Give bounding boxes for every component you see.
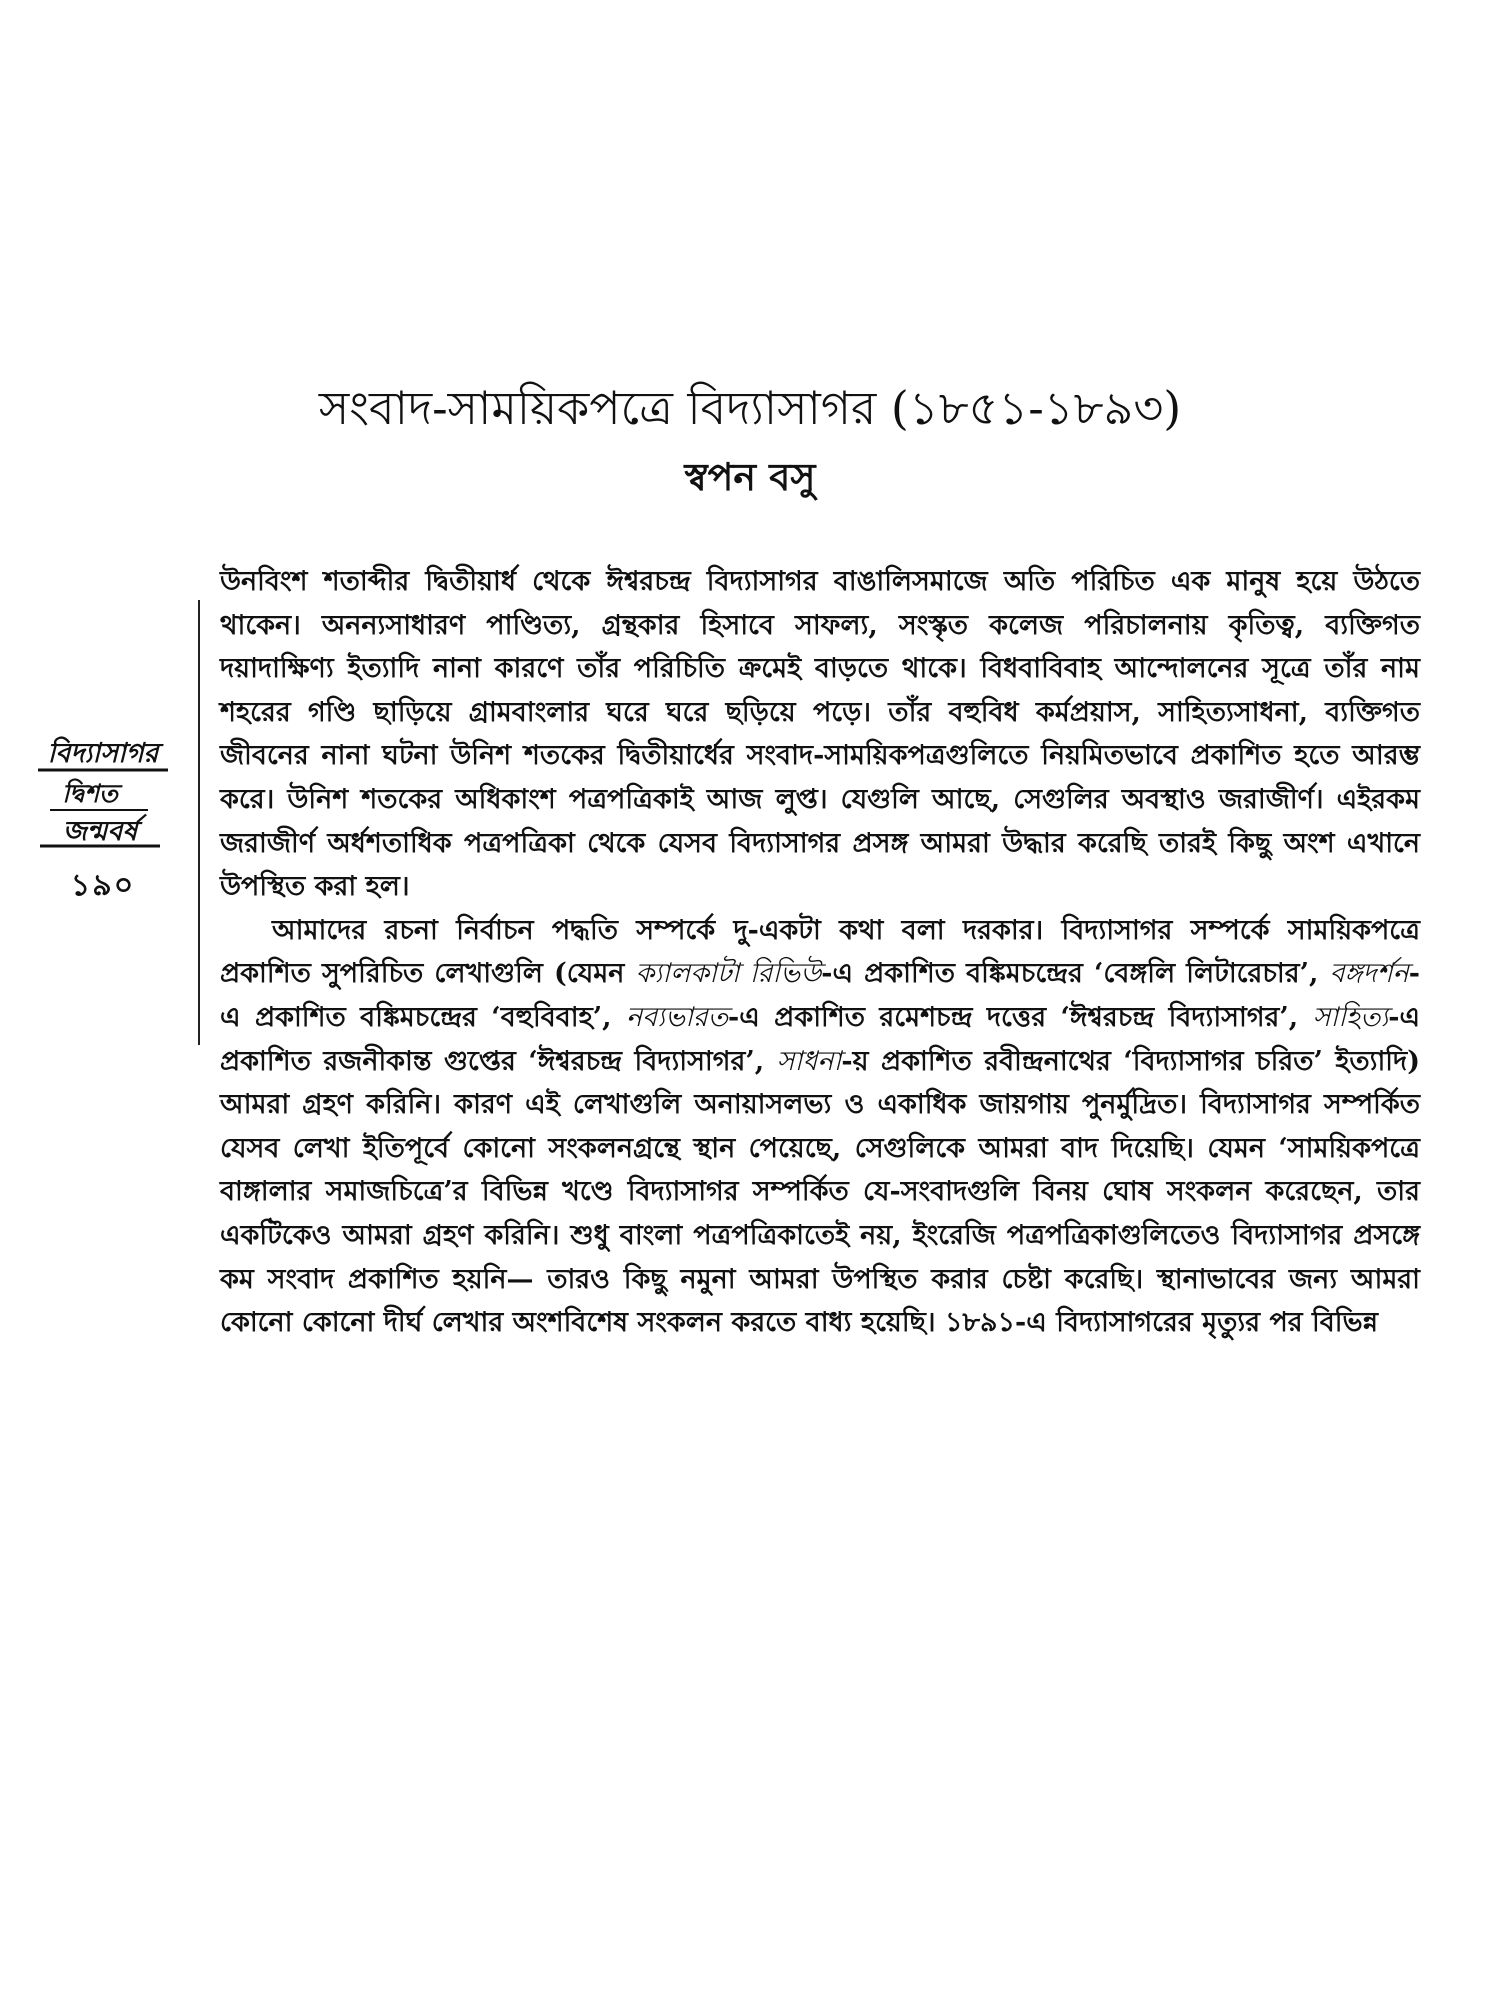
article-title: সংবাদ-সাময়িকপত্রে বিদ্যাসাগর (১৮৫১-১৮৯৩) (318, 381, 1182, 435)
text-segment: -এ প্রকাশিত বঙ্কিমচন্দ্রের ‘বেঙ্গলি লিটারেচার’, (821, 958, 1330, 990)
paragraph-2 (220, 909, 1420, 1345)
text-segment: -এ প্রকাশিত রজনীকান্ত গুপ্তের ‘ঈশ্বরচন্দ্র বিদ্যাসাগর’, (220, 1001, 1420, 1077)
bicentenary-logo (28, 728, 178, 853)
margin-note (28, 728, 178, 912)
logo-line-2: দ্বিশত (62, 779, 118, 808)
logo-line-1: বিদ্যাসাগর (47, 738, 159, 769)
paragraph-1 (220, 560, 1420, 909)
periodical-title: ক্যালকাটা রিভিউ (635, 958, 822, 990)
periodical-title: সাহিত্য (1312, 1001, 1389, 1033)
page-number: ১৯০ (70, 868, 136, 903)
logo-line-3: জন্মবর্ষ (62, 816, 138, 847)
text-segment: উনবিংশ শতাব্দীর দ্বিতীয়ার্ধ থেকে ঈশ্বরচন্দ্র বিদ্যাসাগর বাঙালিসমাজে অতি পরিচিত এক মানুষ হয়ে উঠতে থাকেন। অনন্যসাধারণ পাণ্ডিত্য, গ্রন্থকার হিসাবে সাফল্য, সংস্কৃত কলেজ পরিচালনায় কৃতিত্ব, ব্যক্তিগত দয়াদাক্ষিণ্য ইত্যাদি নানা কারণে তাঁর পরিচিতি ক্রমেই বাড়তে থাকে। বিধবাবিবাহ আন্দোলনের সূত্রে তাঁর নাম শহরের গণ্ডি ছাড়িয়ে গ্রামবাংলার ঘরে ঘরে ছড়িয়ে পড়ে। তাঁর বহুবিধ কর্মপ্রয়াস, সাহিত্যসাধনা, ব্যক্তিগত জীবনের নানা ঘটনা উনিশ শতকের দ্বিতীয়ার্ধের সংবাদ-সাময়িকপত্রগুলিতে নিয়মিতভাবে প্রকাশিত হতে আরম্ভ করে। উনিশ শতকের অধিকাংশ পত্রপত্রিকাই আজ লুপ্ত। যেগুলি আছে, সেগুলির অবস্থাও জরাজীর্ণ। এইরকম জরাজীর্ণ অর্ধশতাধিক পত্রপত্রিকা থেকে যেসব বিদ্যাসাগর প্রসঙ্গ আমরা উদ্ধার করেছি তারই কিছু অংশ এখানে উপস্থিত করা হল। (220, 566, 1420, 903)
text-segment: -য় প্রকাশিত রবীন্দ্রনাথের ‘বিদ্যাসাগর চরিত’ ইত্যাদি) আমরা গ্রহণ করিনি। কারণ এই লেখাগুলি অনায়াসলভ্য ও একাধিক জায়গায় পুনর্মুদ্রিত। বিদ্যাসাগর সম্পর্কিত যেসব লেখা ইতিপূর্বে কোনো সংকলনগ্রন্থে স্থান পেয়েছে, সেগুলিকে আমরা বাদ দিয়েছি। যেমন ‘সাময়িকপত্রে বাঙ্গালার সমাজচিত্রে’র বিভিন্ন খণ্ডে বিদ্যাসাগর সম্পর্কিত যে-সংবাদগুলি বিনয় ঘোষ সংকলন করেছেন, তার একটিকেও আমরা গ্রহণ করিনি। শুধু বাংলা পত্রপত্রিকাতেই নয়, ইংরেজি পত্রপত্রিকাগুলিতেও বিদ্যাসাগর প্রসঙ্গে কম সংবাদ প্রকাশিত হয়নি— তারও কিছু নমুনা আমরা উপস্থিত করার চেষ্টা করেছি। স্থানাভাবের জন্য আমরা কোনো কোনো দীর্ঘ লেখার অংশবিশেষ সংকলন করতে বাধ্য হয়েছি। ১৮৯১-এ বিদ্যাসাগরের মৃত্যুর পর বিভিন্ন (220, 1045, 1420, 1339)
article-body (220, 560, 1420, 1345)
periodical-title: বঙ্গদর্শন (1329, 958, 1409, 990)
periodical-title: নব্যভারত (625, 1001, 729, 1033)
text-segment: -এ প্রকাশিত বঙ্কিমচন্দ্রের ‘বহুবিবাহ’, (220, 958, 1420, 1033)
margin-rule (198, 600, 200, 1045)
article-author: স্বপন বসু (684, 454, 816, 499)
periodical-title: সাধনা (776, 1045, 842, 1077)
text-segment: আমাদের রচনা নির্বাচন পদ্ধতি সম্পর্কে দু-একটা কথা বলা দরকার। বিদ্যাসাগর সম্পর্কে সাময়িকপত্রে প্রকাশিত সুপরিচিত লেখাগুলি (যেমন (220, 914, 1420, 990)
text-segment: -এ প্রকাশিত রমেশচন্দ্র দত্তের ‘ঈশ্বরচন্দ্র বিদ্যাসাগর’, (728, 1001, 1313, 1033)
